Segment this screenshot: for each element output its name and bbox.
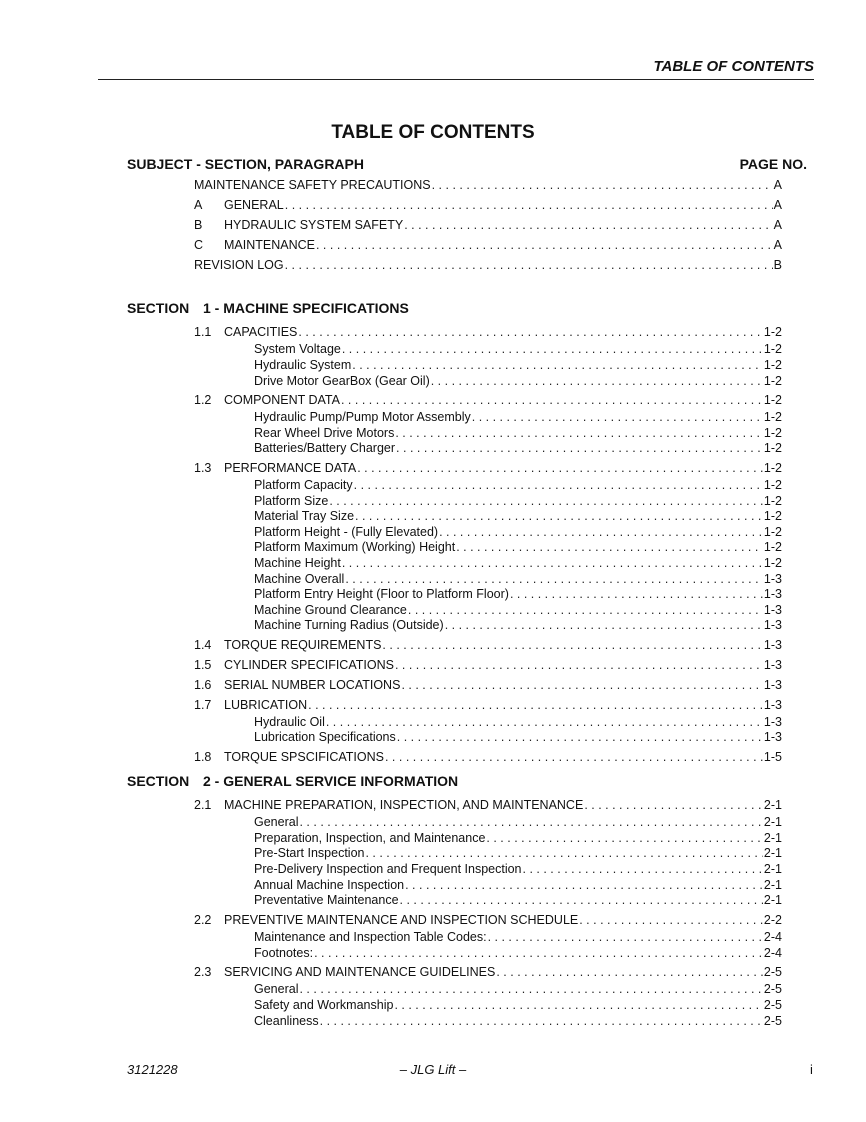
toc-entry-page: 2-1 bbox=[763, 798, 782, 812]
dot-leader bbox=[354, 477, 763, 493]
toc-entry-page: 1-2 bbox=[763, 426, 782, 440]
toc-entry[interactable] bbox=[194, 749, 782, 765]
toc-entry-number: 1.3 bbox=[194, 461, 212, 475]
toc-entry-page: 1-2 bbox=[763, 525, 782, 539]
toc-entry-number: 2.3 bbox=[194, 965, 212, 979]
toc-entry-number: 1.1 bbox=[194, 325, 212, 339]
toc-entry-number: C bbox=[194, 238, 204, 252]
toc-entry[interactable] bbox=[194, 797, 782, 813]
toc-entry-page: 2-2 bbox=[763, 913, 782, 927]
dot-leader bbox=[400, 892, 763, 908]
toc-entry[interactable] bbox=[254, 617, 782, 633]
toc-entry-title: Annual Machine Inspection bbox=[254, 878, 405, 892]
dot-leader bbox=[394, 997, 762, 1013]
toc-entry-page: 1-2 bbox=[763, 325, 782, 339]
dot-leader bbox=[314, 945, 763, 961]
toc-entry-page: 1-3 bbox=[763, 715, 782, 729]
toc-entry-page: B bbox=[773, 258, 782, 272]
toc-entry[interactable] bbox=[254, 440, 782, 456]
toc-entry-title: Platform Height - (Fully Elevated) bbox=[254, 525, 439, 539]
toc-entry-page: 1-2 bbox=[763, 509, 782, 523]
toc-entry-page: 1-2 bbox=[763, 393, 782, 407]
toc-entry-page: A bbox=[773, 178, 782, 192]
toc-entry-title: GENERAL bbox=[224, 198, 284, 212]
toc-entry-page: 1-3 bbox=[763, 587, 782, 601]
dot-leader bbox=[285, 257, 773, 273]
toc-entry[interactable] bbox=[254, 892, 782, 908]
dot-leader bbox=[342, 555, 763, 571]
toc-entry-number: 1.5 bbox=[194, 658, 212, 672]
toc-entry-page: 1-2 bbox=[763, 374, 782, 388]
dot-leader bbox=[385, 749, 763, 765]
toc-entry[interactable] bbox=[254, 945, 782, 961]
toc-entry-page: 2-1 bbox=[763, 815, 782, 829]
dot-leader bbox=[326, 714, 763, 730]
toc-entry-number: 1.7 bbox=[194, 698, 212, 712]
footer-center: – JLG Lift – bbox=[399, 1062, 467, 1077]
section-heading[interactable] bbox=[127, 773, 458, 791]
toc-entry-title: Machine Turning Radius (Outside) bbox=[254, 618, 444, 632]
toc-entry[interactable] bbox=[254, 555, 782, 571]
toc-entry-title: COMPONENT DATA bbox=[224, 393, 340, 407]
section-title: 1 - MACHINE SPECIFICATIONS bbox=[203, 300, 409, 316]
dot-leader bbox=[342, 341, 763, 357]
toc-entry-title: Machine Ground Clearance bbox=[254, 603, 407, 617]
page-title: TABLE OF CONTENTS bbox=[331, 122, 535, 143]
dot-leader bbox=[382, 637, 763, 653]
dot-leader bbox=[456, 539, 763, 555]
toc-entry[interactable] bbox=[254, 373, 782, 389]
dot-leader bbox=[584, 797, 763, 813]
dot-leader bbox=[395, 657, 763, 673]
toc-entry-page: 2-4 bbox=[763, 946, 782, 960]
toc-entry-page: 1-3 bbox=[763, 730, 782, 744]
toc-entry[interactable] bbox=[254, 357, 782, 373]
dot-leader bbox=[431, 373, 763, 389]
toc-entry-page: 2-1 bbox=[763, 893, 782, 907]
toc-entry-title: SERVICING AND MAINTENANCE GUIDELINES bbox=[224, 965, 496, 979]
toc-entry[interactable] bbox=[254, 997, 782, 1013]
toc-entry-title: Pre-Delivery Inspection and Frequent Inspection bbox=[254, 862, 522, 876]
toc-entry-title: Safety and Workmanship bbox=[254, 998, 394, 1012]
dot-leader bbox=[472, 409, 763, 425]
toc-entry-page: 1-3 bbox=[763, 618, 782, 632]
section-label: SECTION bbox=[127, 773, 190, 789]
column-headers bbox=[127, 156, 807, 174]
toc-entry-page: 1-2 bbox=[763, 494, 782, 508]
toc-entry-page: 1-2 bbox=[763, 410, 782, 424]
toc-entry-page: 1-2 bbox=[763, 478, 782, 492]
toc-entry-page: A bbox=[773, 198, 782, 212]
toc-entry-title: SERIAL NUMBER LOCATIONS bbox=[224, 678, 401, 692]
toc-entry[interactable] bbox=[194, 177, 782, 193]
toc-entry-number: 1.2 bbox=[194, 393, 212, 407]
toc-entry-title: Machine Overall bbox=[254, 572, 345, 586]
toc-entry-page: 1-5 bbox=[763, 750, 782, 764]
toc-entry-title: TORQUE SPSCIFICATIONS bbox=[224, 750, 384, 764]
toc-entry-title: TORQUE REQUIREMENTS bbox=[224, 638, 382, 652]
toc-entry[interactable] bbox=[194, 912, 782, 928]
dot-leader bbox=[445, 617, 763, 633]
toc-entry-title: Cleanliness bbox=[254, 1014, 319, 1028]
toc-entry[interactable] bbox=[254, 877, 782, 893]
dot-leader bbox=[579, 912, 763, 928]
toc-entry-page: 2-5 bbox=[763, 1014, 782, 1028]
toc-entry[interactable] bbox=[254, 830, 782, 846]
dot-leader bbox=[396, 440, 763, 456]
toc-entry-title: Material Tray Size bbox=[254, 509, 355, 523]
dot-leader bbox=[316, 237, 773, 253]
toc-entry[interactable] bbox=[194, 677, 782, 693]
page-column-header: PAGE NO. bbox=[739, 156, 807, 172]
toc-entry-title: Maintenance and Inspection Table Codes: bbox=[254, 930, 487, 944]
toc-entry[interactable] bbox=[254, 524, 782, 540]
dot-leader bbox=[298, 324, 763, 340]
toc-entry[interactable] bbox=[254, 929, 782, 945]
toc-entry-title: General bbox=[254, 982, 299, 996]
toc-entry-title: Platform Maximum (Working) Height bbox=[254, 540, 456, 554]
toc-entry-page: 2-5 bbox=[763, 965, 782, 979]
toc-entry-title: Preparation, Inspection, and Maintenance bbox=[254, 831, 486, 845]
toc-entry[interactable] bbox=[194, 237, 782, 253]
toc-entry-page: 1-3 bbox=[763, 658, 782, 672]
toc-entry-page: 2-1 bbox=[763, 878, 782, 892]
toc-entry-title: System Voltage bbox=[254, 342, 341, 356]
toc-entry-number: B bbox=[194, 218, 203, 232]
toc-entry-title: General bbox=[254, 815, 299, 829]
toc-entry-number: 1.4 bbox=[194, 638, 212, 652]
toc-entry-page: A bbox=[773, 218, 782, 232]
toc-entry-title: Platform Entry Height (Floor to Platform Floor) bbox=[254, 587, 509, 601]
dot-leader bbox=[365, 845, 762, 861]
toc-entry[interactable] bbox=[254, 493, 782, 509]
dot-leader bbox=[486, 830, 763, 846]
toc-entry-title: Lubrication Specifications bbox=[254, 730, 396, 744]
toc-entry[interactable] bbox=[254, 714, 782, 730]
toc-entry[interactable] bbox=[194, 964, 782, 980]
toc-entry[interactable] bbox=[254, 845, 782, 861]
subject-column-header: SUBJECT - SECTION, PARAGRAPH bbox=[127, 156, 364, 172]
toc-entry[interactable] bbox=[194, 657, 782, 673]
toc-entry-title: LUBRICATION bbox=[224, 698, 308, 712]
toc-entry[interactable] bbox=[194, 637, 782, 653]
toc-entry-page: 1-3 bbox=[763, 638, 782, 652]
toc-entry[interactable] bbox=[254, 586, 782, 602]
toc-entry[interactable] bbox=[254, 539, 782, 555]
toc-entry[interactable] bbox=[194, 697, 782, 713]
toc-entry-page: 2-1 bbox=[763, 862, 782, 876]
toc-entry-page: 2-5 bbox=[763, 998, 782, 1012]
dot-leader bbox=[299, 814, 762, 830]
dot-leader bbox=[397, 729, 763, 745]
toc-entry[interactable] bbox=[254, 861, 782, 877]
page-number: i bbox=[810, 1062, 813, 1077]
toc-entry[interactable] bbox=[194, 460, 782, 476]
toc-entry-title: Hydraulic Pump/Pump Motor Assembly bbox=[254, 410, 471, 424]
toc-entry-title: PERFORMANCE DATA bbox=[224, 461, 357, 475]
toc-entry-number: 2.1 bbox=[194, 798, 212, 812]
toc-entry-number: A bbox=[194, 198, 203, 212]
toc-entry-title: Hydraulic Oil bbox=[254, 715, 325, 729]
toc-entry-number: 2.2 bbox=[194, 913, 212, 927]
dot-leader bbox=[408, 602, 763, 618]
toc-entry[interactable] bbox=[194, 392, 782, 408]
dot-leader bbox=[496, 964, 763, 980]
dot-leader bbox=[329, 493, 763, 509]
toc-entry[interactable] bbox=[254, 341, 782, 357]
toc-entry[interactable] bbox=[254, 477, 782, 493]
toc-entry[interactable] bbox=[194, 257, 782, 273]
dot-leader bbox=[523, 861, 763, 877]
toc-entry-title: Drive Motor GearBox (Gear Oil) bbox=[254, 374, 430, 388]
toc-entry-number: 1.6 bbox=[194, 678, 212, 692]
dot-leader bbox=[308, 697, 763, 713]
toc-entry[interactable] bbox=[254, 814, 782, 830]
dot-leader bbox=[352, 357, 763, 373]
toc-entry-page: 1-3 bbox=[763, 678, 782, 692]
toc-entry-page: 1-2 bbox=[763, 358, 782, 372]
dot-leader bbox=[401, 677, 762, 693]
dot-leader bbox=[320, 1013, 763, 1029]
dot-leader bbox=[405, 877, 763, 893]
toc-entry[interactable] bbox=[254, 425, 782, 441]
toc-entry-title: MAINTENANCE SAFETY PRECAUTIONS bbox=[194, 178, 431, 192]
toc-entry[interactable] bbox=[194, 197, 782, 213]
section-title: 2 - GENERAL SERVICE INFORMATION bbox=[203, 773, 459, 789]
toc-entry-page: 1-2 bbox=[763, 342, 782, 356]
dot-leader bbox=[488, 929, 763, 945]
dot-leader bbox=[285, 197, 773, 213]
toc-entry-title: PREVENTIVE MAINTENANCE AND INSPECTION SCHEDULE bbox=[224, 913, 579, 927]
dot-leader bbox=[341, 392, 763, 408]
toc-entry-title: Machine Height bbox=[254, 556, 341, 570]
toc-entry-title: CYLINDER SPECIFICATIONS bbox=[224, 658, 394, 672]
toc-entry-page: 1-2 bbox=[763, 441, 782, 455]
toc-entry-page: 2-4 bbox=[763, 930, 782, 944]
toc-entry[interactable] bbox=[194, 324, 782, 340]
toc-entry[interactable] bbox=[254, 409, 782, 425]
toc-entry-page: 1-3 bbox=[763, 698, 782, 712]
running-head-text: TABLE OF CONTENTS bbox=[653, 58, 814, 75]
toc-entry-page: 1-3 bbox=[763, 603, 782, 617]
toc-entry-page: 1-2 bbox=[763, 556, 782, 570]
toc-entry-page: 1-3 bbox=[763, 572, 782, 586]
section-heading[interactable] bbox=[127, 300, 409, 318]
toc-entry-title: Hydraulic System bbox=[254, 358, 352, 372]
toc-entry-title: MACHINE PREPARATION, INSPECTION, AND MAINTENANCE bbox=[224, 798, 584, 812]
toc-entry[interactable] bbox=[254, 981, 782, 997]
toc-entry-page: A bbox=[773, 238, 782, 252]
dot-leader bbox=[345, 571, 763, 587]
dot-leader bbox=[299, 981, 762, 997]
toc-entry-title: MAINTENANCE bbox=[224, 238, 315, 252]
toc-entry[interactable] bbox=[194, 217, 782, 233]
toc-entry-title: REVISION LOG bbox=[194, 258, 284, 272]
dot-leader bbox=[355, 508, 763, 524]
toc-entry-page: 2-5 bbox=[763, 982, 782, 996]
toc-entry[interactable] bbox=[254, 1013, 782, 1029]
document-number: 3121228 bbox=[127, 1062, 178, 1077]
toc-entry[interactable] bbox=[254, 508, 782, 524]
toc-entry[interactable] bbox=[254, 729, 782, 745]
toc-entry-page: 1-2 bbox=[763, 461, 782, 475]
toc-entry-page: 2-1 bbox=[763, 846, 782, 860]
toc-entry-title: Rear Wheel Drive Motors bbox=[254, 426, 395, 440]
dot-leader bbox=[395, 425, 763, 441]
toc-entry-title: Platform Size bbox=[254, 494, 329, 508]
dot-leader bbox=[510, 586, 763, 602]
toc-entry-title: CAPACITIES bbox=[224, 325, 298, 339]
dot-leader bbox=[432, 177, 773, 193]
toc-entry-title: Batteries/Battery Charger bbox=[254, 441, 396, 455]
toc-entry-title: Pre-Start Inspection bbox=[254, 846, 365, 860]
toc-entry-title: Preventative Maintenance bbox=[254, 893, 399, 907]
toc-entry-title: HYDRAULIC SYSTEM SAFETY bbox=[224, 218, 404, 232]
section-label: SECTION bbox=[127, 300, 190, 316]
dot-leader bbox=[439, 524, 763, 540]
toc-entry[interactable] bbox=[254, 602, 782, 618]
toc-entry-title: Platform Capacity bbox=[254, 478, 353, 492]
toc-entry[interactable] bbox=[254, 571, 782, 587]
toc-entry-page: 2-1 bbox=[763, 831, 782, 845]
dot-leader bbox=[404, 217, 772, 233]
dot-leader bbox=[357, 460, 763, 476]
running-head bbox=[98, 58, 814, 80]
toc-entry-number: 1.8 bbox=[194, 750, 212, 764]
toc-entry-page: 1-2 bbox=[763, 540, 782, 554]
toc-entry-title: Footnotes: bbox=[254, 946, 314, 960]
